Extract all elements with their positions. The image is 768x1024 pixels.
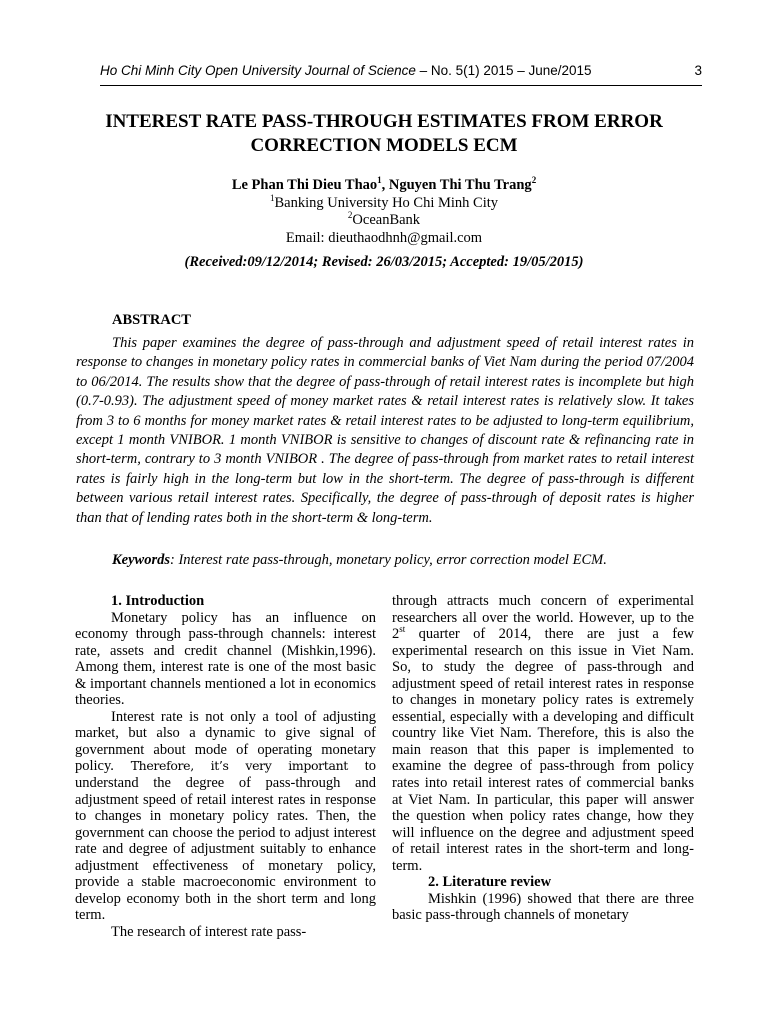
affiliation-1: $^1$Banking University Ho Chi Minh City	[269, 192, 499, 211]
running-header	[100, 62, 702, 80]
author-names: Le Phan Thi Dieu Thao$^1$, Nguyen Thi Thu Trang$^2$	[231, 175, 537, 193]
right-column	[392, 593, 694, 924]
received-dates: (Received:09/12/2014; Revised: 26/03/2015; Accepted: 19/05/2015)	[184, 254, 584, 270]
intro-paragraph-1: Monetary policy has an influence on economy through pass-through channels: interest rate, assets and credit channel (Mishkin,1996). Among them, interest rate is one of the most basic & important channels mentioned a lot in economics theories.	[75, 609, 376, 709]
intro-paragraph-2: Interest rate is not only a tool of adjusting market, but also a dynamic to give signal of government about mode of operating monetary policy. Therefore, it’s very important to understand the degree of pass-through and adjustment speed of retail interest rates in response to changes in monetary policy rates. Then, the government can choose the period to adjust interest rate and degree of adjustment suitably to enhance adjustment effectiveness of monetary policy, provide a stable macroeconomic environment to develop economy both in the short term and long term.	[75, 708, 377, 924]
keywords	[112, 551, 702, 569]
affiliation-2: $^2$OceanBank	[347, 210, 421, 228]
keywords-text: : Interest rate pass-through, monetary policy, error correction model ECM.	[170, 552, 607, 568]
intro-paragraph-3-continued: through attracts much concern of experimental researchers all over the world. However, up to the 2st quarter of 2014, there are just a few experimental research on this issue in Viet Nam. So, to study the degree of pass-through and adjustment speed of retail interest rates in response to changes in monetary policy rates is extremely essential, especially with a developing and difficult country like Viet Nam. Therefore, this is also the main reason that this paper is implemented to examine the degree of pass-through from policy rates into retail interest rates of commercial banks at Viet Nam. In particular, this paper will answer the question when policy rates change, how they will influence on the degree and adjustment speed of retail interest rates in the short-term and long-term.	[392, 593, 694, 874]
header-divider	[100, 85, 702, 86]
literature-paragraph-1: Mishkin (1996) showed that there are three basic pass-through channels of monetary	[392, 890, 694, 924]
abstract-heading: ABSTRACT	[112, 312, 191, 328]
page-number: 3	[694, 63, 702, 78]
title-line-2: CORRECTION MODELS ECM	[250, 135, 518, 156]
intro-paragraph-3: The research of interest rate pass-	[111, 923, 307, 940]
author-email: Email: dieuthaodhnh@gmail.com	[285, 229, 483, 246]
section-heading-introduction: 1. Introduction	[111, 593, 205, 609]
abstract-body: This paper examines the degree of pass-through and adjustment speed of retail interest rates in response to changes in monetary policy rates in commercial banks of Viet Nam during the period 07/2004 to 06/2014. The results show that the degree of pass-through of retail interest rates is incomplete but high (0.7-0.93). The adjustment speed of money market rates & retail interest rates is relatively slow. It takes from 3 to 6 months for money market rates & retail interest rates to be adjusted to long-term equilibrium, except 1 month VNIBOR. 1 month VNIBOR is sensitive to changes of discount rate & refinancing rate in short-term, contrary to 3 month VNIBOR . The degree of pass-through from market rates to retail interest rates is fairly high in the long-term but low in the short-term. The degree of pass-through is different between various retail interest rates. Specifically, the degree of pass-through of deposit rates is higher than that of lending rates both in the short-term & long-term.	[76, 335, 694, 526]
section-heading-literature-review: 2. Literature review	[428, 874, 552, 891]
paper-title	[60, 110, 708, 158]
keywords-label: Keywords	[112, 552, 170, 568]
title-line-1: INTEREST RATE PASS-THROUGH ESTIMATES FROM ERROR	[105, 111, 663, 132]
left-column	[75, 593, 376, 940]
journal-citation: Ho Chi Minh City Open University Journal of Science – No. 5(1) 2015 – June/2015	[100, 63, 592, 78]
author-block	[60, 177, 708, 272]
